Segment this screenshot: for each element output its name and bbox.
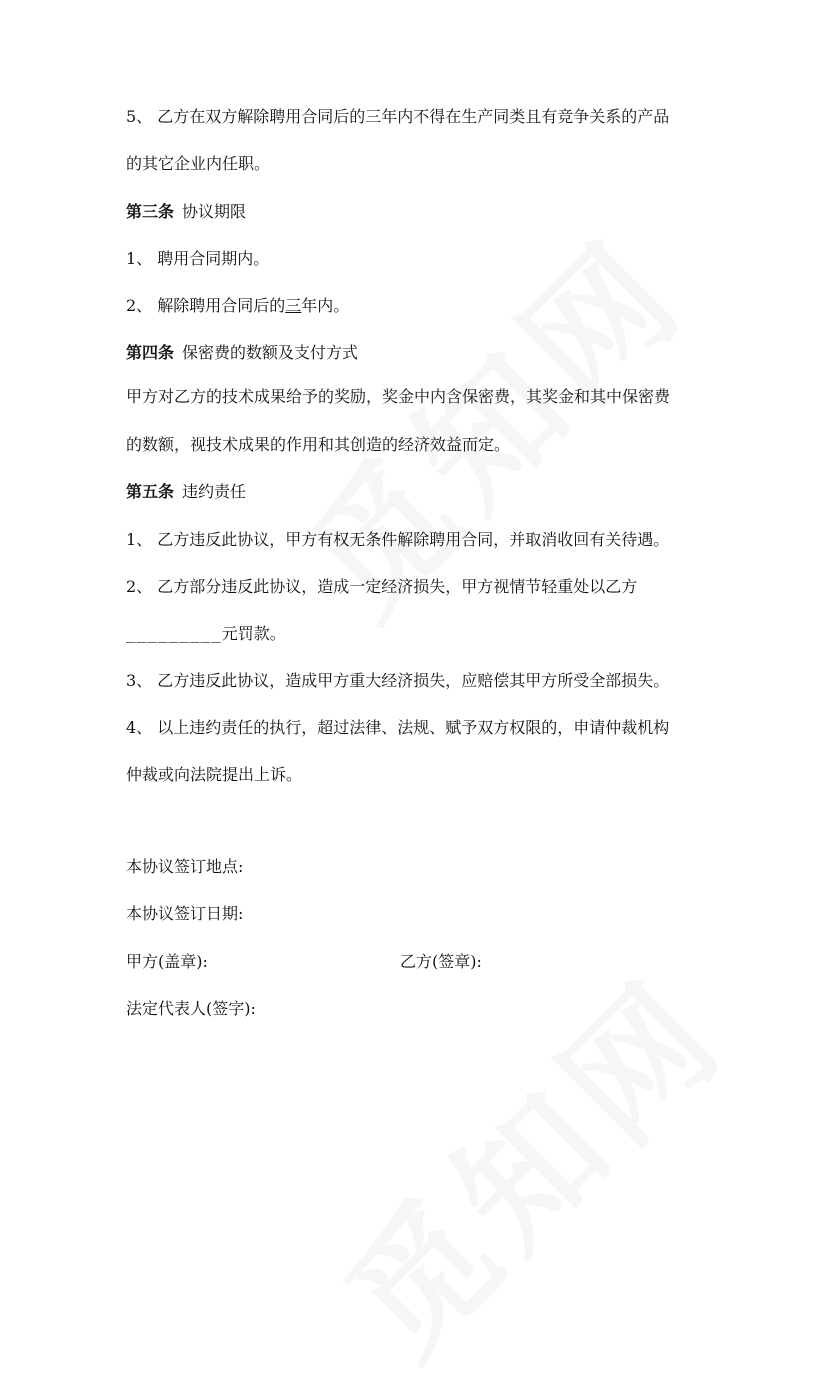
- fine-amount-blank: _________: [126, 624, 222, 643]
- clause3-item1: 1、 聘用合同期内。: [126, 249, 270, 268]
- watermark: [296, 928, 761, 1393]
- clause4-line2: 的数额，视技术成果的作用和其创造的经济效益而定。: [126, 435, 511, 454]
- clause5-item4-line2: 仲裁或向法院提出上诉。: [126, 765, 303, 784]
- clause5-item2-line1: 2、 乙方部分违反此协议，造成一定经济损失，甲方视情节轻重处以乙方: [126, 577, 638, 596]
- clause3-item2: [126, 295, 349, 317]
- clause4-number: 第四条: [126, 343, 175, 362]
- clause3-title: 协议期限: [182, 202, 247, 221]
- clause3-number: 第三条: [126, 202, 175, 221]
- clause4-line1: 甲方对乙方的技术成果给予的奖励，奖金中内含保密费，其奖金和其中保密费: [126, 387, 671, 406]
- clause5-item3: 3、 乙方违反此协议，造成甲方重大经济损失，应赔偿其甲方所受全部损失。: [126, 671, 670, 690]
- clause5-item2-line2: [126, 623, 286, 645]
- clause4-heading: [126, 342, 358, 364]
- signing-date: 本协议签订日期:: [126, 904, 244, 923]
- signing-place: 本协议签订地点:: [126, 857, 244, 876]
- clause2-item5-line1: 5、 乙方在双方解除聘用合同后的三年内不得在生产同类且有竞争关系的产品: [126, 107, 670, 126]
- clause3-item2-prefix: 2、 解除聘用合同后的: [126, 296, 286, 315]
- party-a-seal: 甲方(盖章):: [126, 952, 208, 971]
- clause3-item2-suffix: 年内。: [301, 296, 350, 315]
- clause3-item2-underlined: 三: [285, 296, 302, 315]
- legal-representative-signature: 法定代表人(签字):: [126, 999, 256, 1018]
- clause5-item2-suffix: 元罚款。: [221, 624, 286, 643]
- clause5-title: 违约责任: [182, 482, 247, 501]
- clause2-item5-line2: 的其它企业内任职。: [126, 154, 271, 173]
- clause5-heading: [126, 481, 246, 503]
- clause5-number: 第五条: [126, 482, 175, 501]
- clause5-item1: 1、 乙方违反此协议，甲方有权无条件解除聘用合同，并取消收回有关待遇。: [126, 530, 670, 549]
- party-b-signature: 乙方(签章):: [400, 952, 482, 971]
- clause4-title: 保密费的数额及支付方式: [182, 343, 359, 362]
- clause3-heading: [126, 201, 246, 223]
- clause5-item4-line1: 4、 以上违约责任的执行，超过法律、法规、赋予双方权限的，申请仲裁机构: [126, 718, 670, 737]
